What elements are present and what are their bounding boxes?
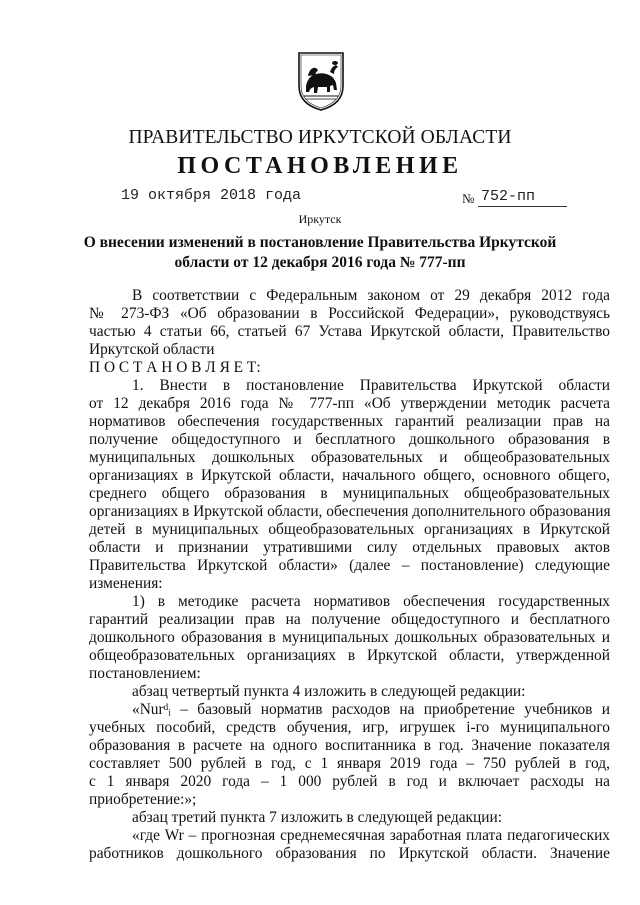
body-line: Иркутской области [89, 341, 215, 358]
decree-keyword: П О С Т А Н О В Л Я Е Т: [89, 359, 261, 376]
body-line: «где Wr – прогнозная среднемесячная заработная плата педагогических [132, 827, 610, 844]
body-line: муниципальных дошкольных образовательных и общеобразовательных [89, 449, 610, 466]
city-name: Иркутск [298, 212, 342, 226]
document-number: 752-пп [478, 188, 567, 207]
body-line: приобретение:»; [89, 791, 197, 808]
body-line: изменения: [89, 575, 163, 592]
body-line: области и признании утратившими силу отдельных правовых актов [89, 539, 610, 556]
title-line: области от 12 декабря 2016 года № 777-пп [174, 254, 466, 271]
document-title [70, 233, 570, 273]
body-line: абзац третий пункта 7 изложить в следующей редакции: [132, 809, 502, 826]
body-line: дошкольного образования в муниципальных дошкольных образовательных и [89, 629, 610, 646]
body-line: частью 4 статьи 66, статьей 67 Устава Иркутской области, Правительство [89, 323, 610, 340]
coat-of-arms-icon [296, 50, 346, 112]
body-line: образования в расчете на одного воспитанника в год. Значение показателя [89, 737, 610, 754]
body-line: от 12 декабря 2016 года № 777-пп «Об утверждении методик расчета [89, 395, 610, 412]
number-sign: № [462, 191, 475, 206]
body-line: работников дошкольного образования по Иркутской области. Значение [89, 845, 610, 862]
body-line: детей в муниципальных общеобразовательных организациях в Иркутской [89, 521, 610, 538]
body-line: учебных пособий, средств обучения, игр, игрушек i-го муниципального [89, 719, 610, 736]
document-type-title: ПОСТАНОВЛЕНИЕ [177, 153, 463, 179]
body-line: организациях в Иркутской области, обеспечения дополнительного образования [89, 503, 611, 520]
document-date: 19 октября 2018 года [121, 187, 302, 204]
body-line: с 1 января 2020 года – 1 000 рублей в год и включает расходы на [89, 773, 610, 790]
body-line: общеобразовательных организациях в Иркутской области, утвержденной [89, 647, 610, 664]
government-name: ПРАВИТЕЛЬСТВО ИРКУТСКОЙ ОБЛАСТИ [128, 127, 512, 148]
body-line: организациях в Иркутской области, начального общего, основного общего, [89, 467, 610, 484]
body-line: получение общедоступного и бесплатного дошкольного образования в [89, 431, 610, 448]
body-line: № 273-ФЗ «Об образовании в Российской Федерации», руководствуясь [89, 305, 610, 322]
body-line: нормативов обеспечения государственных гарантий реализации прав на [89, 413, 610, 430]
title-line: О внесении изменений в постановление Правительства Иркутской [83, 234, 557, 251]
body-line: абзац четвертый пункта 4 изложить в следующей редакции: [132, 683, 526, 700]
body-line: В соответствии с Федеральным законом от 29 декабря 2012 года [132, 287, 610, 304]
body-line: «Nurᵈᵢ – базовый норматив расходов на приобретение учебников и [132, 701, 610, 718]
body-line: постановлением: [89, 665, 201, 682]
body-line: 1. Внести в постановление Правительства Иркутской области [132, 377, 610, 394]
body-line: составляет 500 рублей в год, с 1 января 2019 года – 750 рублей в год, [89, 755, 610, 772]
body-line: гарантий реализации прав на получение общедоступного и бесплатного [89, 611, 610, 628]
body-line: среднего общего образования в муниципальных общеобразовательных [89, 485, 610, 502]
body-line: Правительства Иркутской области» (далее – постановление) следующие [89, 557, 610, 574]
body-line: 1) в методике расчета нормативов обеспечения государственных [132, 593, 610, 610]
